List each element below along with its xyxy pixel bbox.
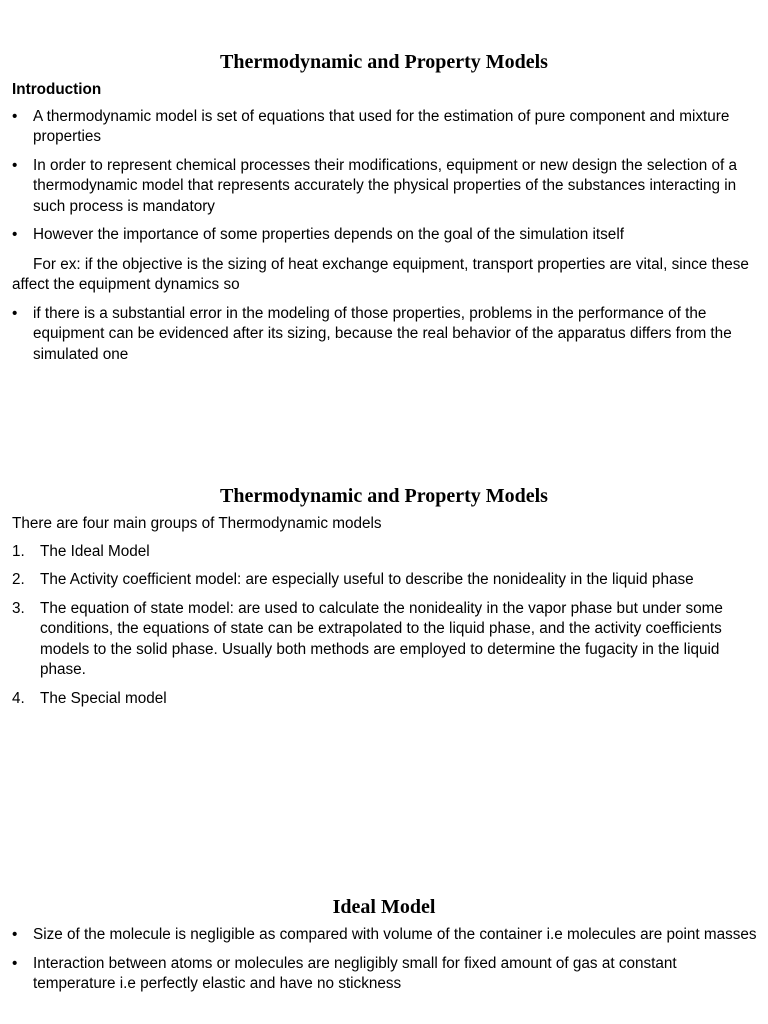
slide-1-title: Thermodynamic and Property Models [220, 51, 548, 73]
list-number: 1. [12, 542, 25, 560]
list-item [0, 689, 768, 710]
list-item [0, 304, 768, 366]
list-item-text: The Activity coefficient model: are especially useful to describe the nonideality in the liquid phase [40, 571, 694, 588]
list-item [0, 542, 768, 563]
list-number: 3. [12, 599, 25, 617]
list-item-text: The Ideal Model [40, 542, 150, 560]
list-item-text: A thermodynamic model is set of equations that used for the estimation of pure component and mixture properties [33, 107, 730, 145]
list-item-text: if there is a substantial error in the modeling of those properties, problems in the performance of the equipment can be evidenced after its sizing, because the real behavior of the apparatus differs from the simulated one [33, 304, 732, 363]
list-item-text: The equation of state model: are used to calculate the nonideality in the vapor phase but under some conditions, the equations of state can be extrapolated to the liquid phase, and the activity coefficients models to the solid phase. Usually both methods are employed to determine the fugacity in the liquid phase. [40, 599, 723, 678]
list-item-text: Size of the molecule is negligible as compared with volume of the container i.e molecules are point masses [33, 926, 757, 943]
slide-3-title: Ideal Model [332, 896, 436, 918]
slide-3-bullet-list [0, 925, 768, 995]
example-paragraph: For ex: if the objective is the sizing of heat exchange equipment, transport properties are vital, since these affect the equipment dynamics so [12, 255, 749, 293]
list-item [0, 156, 768, 218]
slide-1 [0, 50, 768, 365]
models-list [0, 542, 768, 710]
bullet-icon: • [12, 926, 18, 943]
slide-3 [0, 895, 768, 995]
list-number: 4. [12, 689, 25, 707]
list-item [0, 599, 768, 681]
list-item-text: The Special model [40, 689, 167, 707]
introduction-heading: Introduction [12, 81, 102, 98]
bullet-icon: • [12, 954, 18, 972]
list-item [0, 225, 768, 246]
list-item-text: Interaction between atoms or molecules are negligibly small for fixed amount of gas at constant temperature i.e perfectly elastic and have no stickness [33, 954, 677, 992]
slide-1-bullet-list [0, 107, 768, 246]
slide-2-intro: There are four main groups of Thermodynamic models [12, 515, 382, 532]
list-item [0, 570, 768, 591]
bullet-icon: • [12, 107, 18, 125]
list-item [0, 107, 768, 148]
list-item [0, 925, 768, 946]
slide-1-bullet-list-2 [0, 304, 768, 366]
slide-2-title: Thermodynamic and Property Models [220, 485, 548, 507]
bullet-icon: • [12, 304, 18, 322]
slide-2 [0, 484, 768, 709]
list-item-text: However the importance of some properties depends on the goal of the simulation itself [33, 226, 624, 243]
list-item [0, 954, 768, 995]
list-number: 2. [12, 571, 25, 588]
bullet-icon: • [12, 226, 18, 243]
bullet-icon: • [12, 156, 18, 174]
list-item-text: In order to represent chemical processes their modifications, equipment or new design the selection of a thermodynamic model that represents accurately the physical properties of the substances interacting in such process is mandatory [33, 156, 738, 215]
